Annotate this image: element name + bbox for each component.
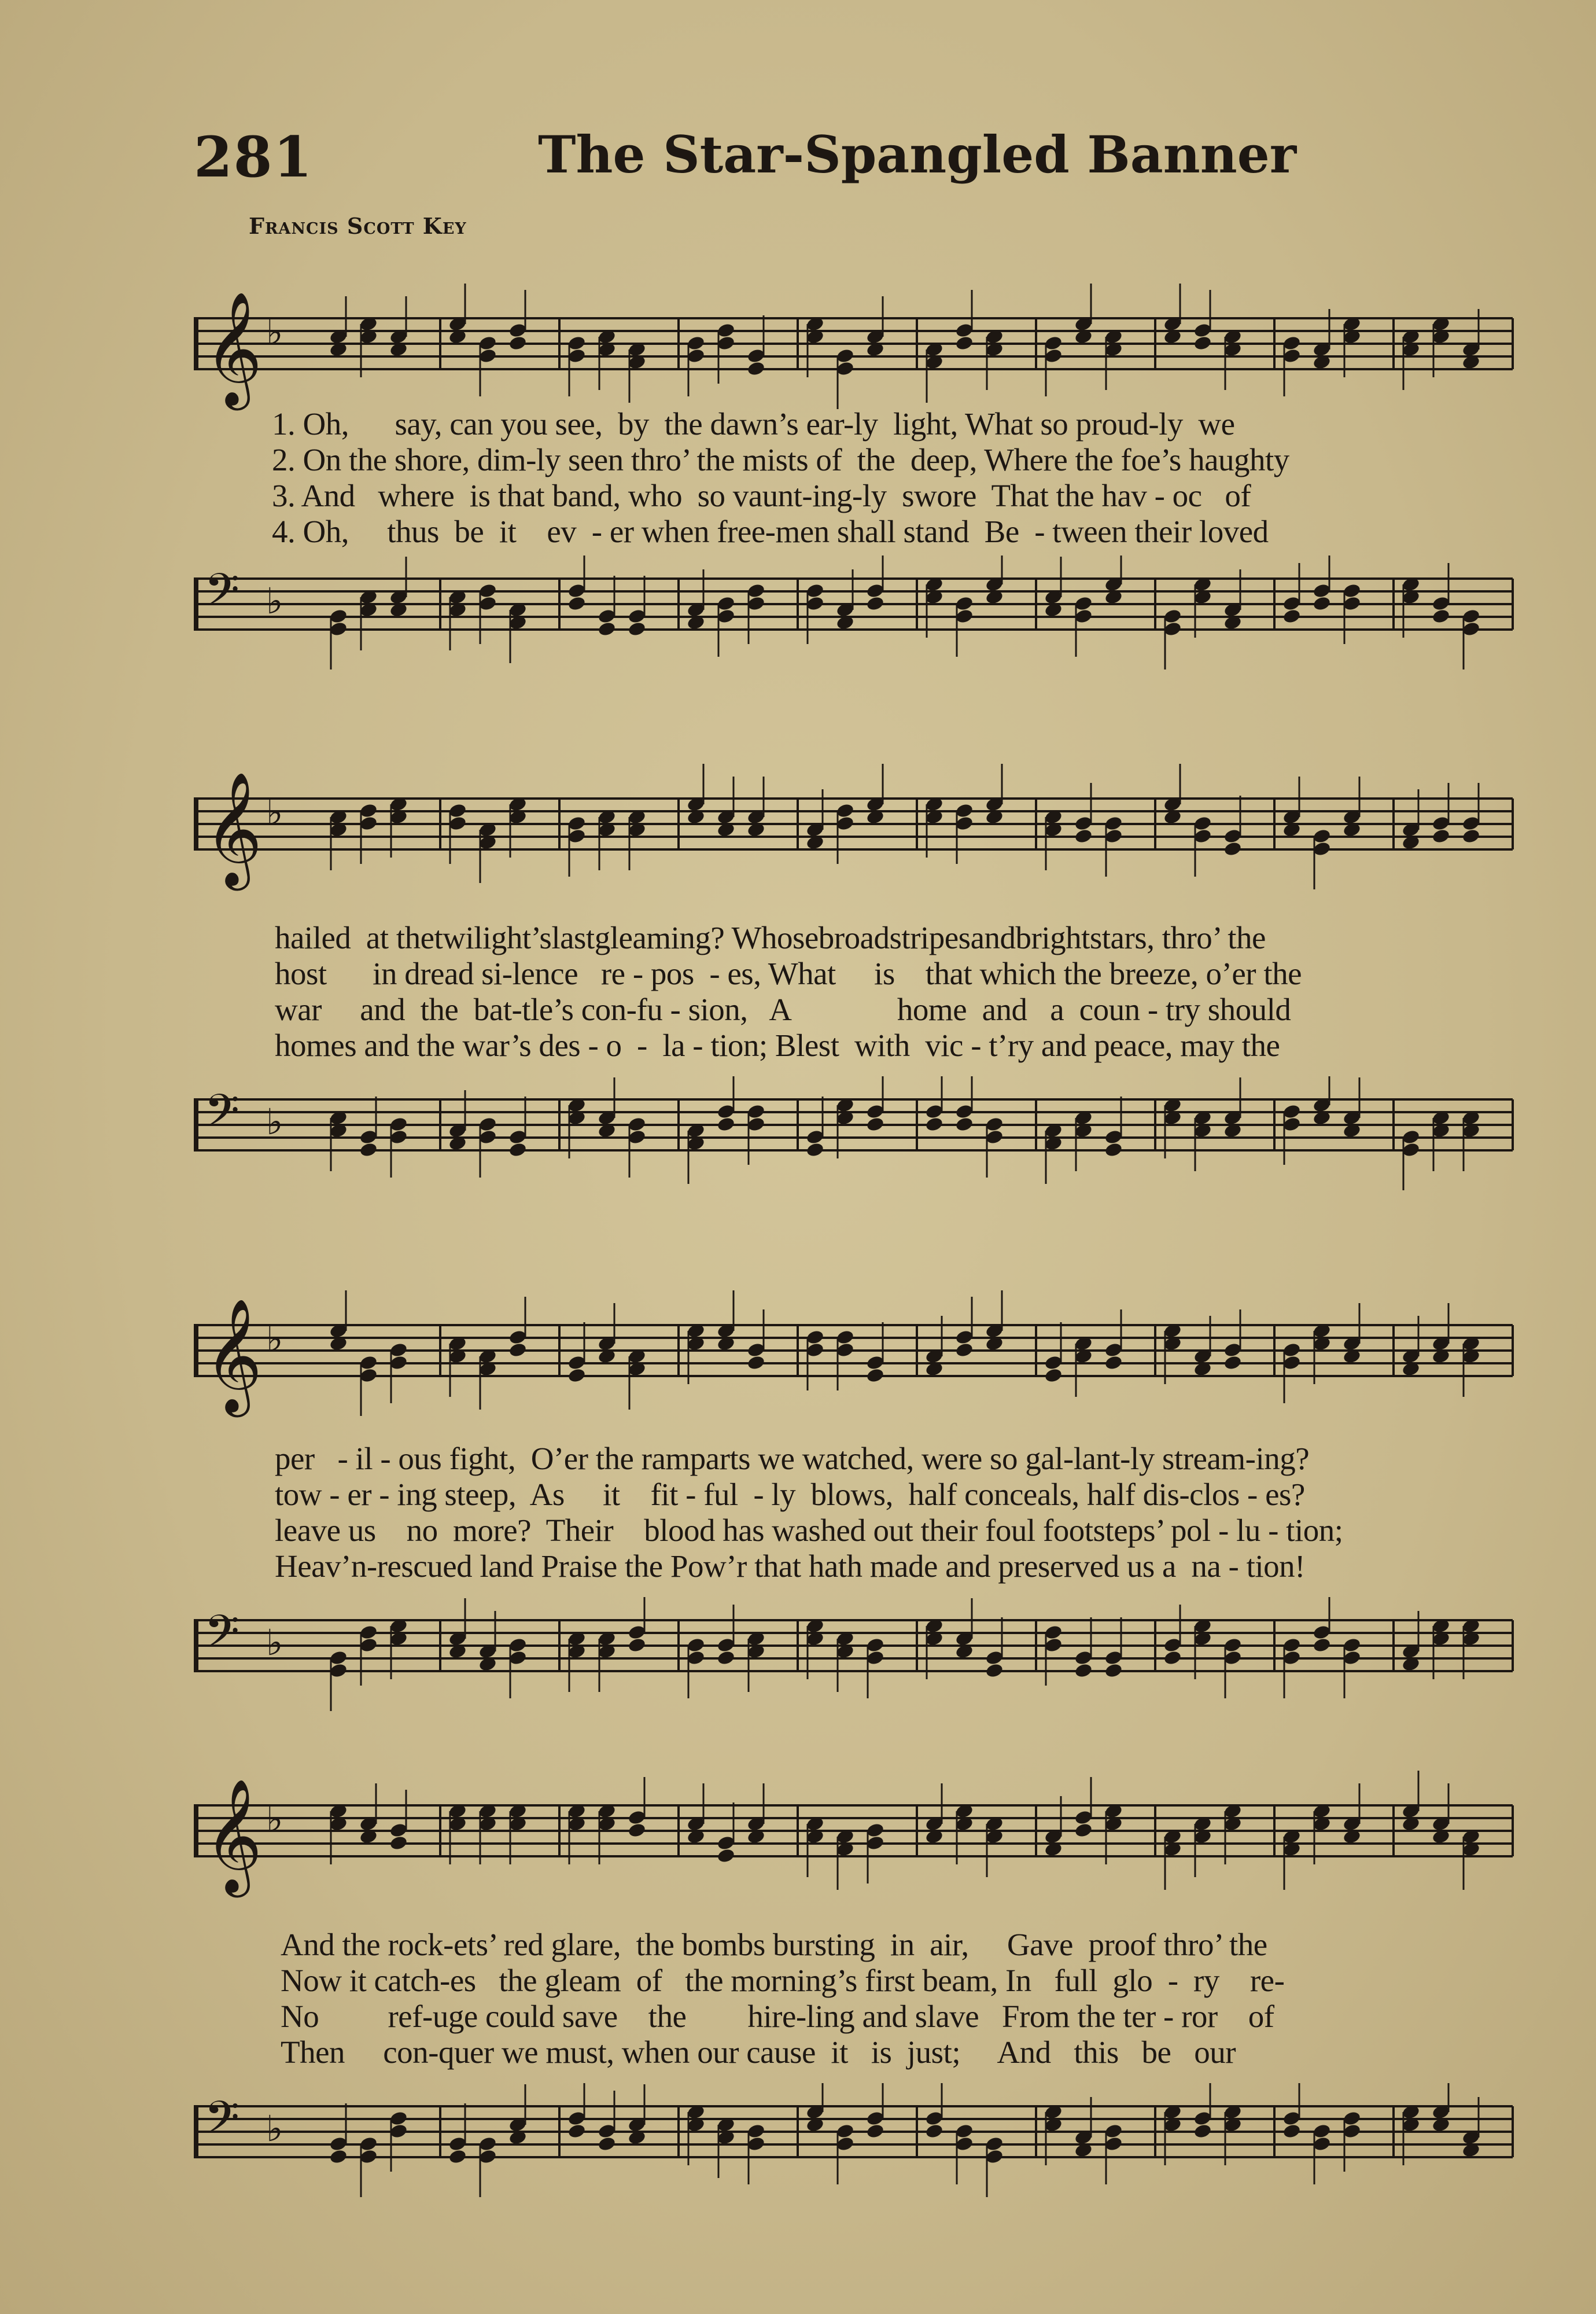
note-head [567, 1367, 586, 1384]
note-head [716, 1650, 735, 1666]
flat-key-signature-icon: ♭ [266, 1621, 283, 1664]
flat-key-signature-icon: ♭ [266, 311, 283, 353]
bass-clef-icon: 𝄢 [204, 2092, 240, 2155]
note-head [1312, 1637, 1331, 1653]
note-head [389, 1835, 408, 1851]
bass-clef-icon: 𝄢 [204, 1606, 240, 1669]
note-head [448, 2149, 467, 2165]
note-head [1312, 595, 1331, 612]
lyric-line: tow - er - ing steep, As it fit - ful - ly blows, half conceals, half dis-clos - es? [275, 1477, 1305, 1512]
lyric-line: leave us no more? Their blood has washed out their foul footsteps’ pol - lu - tion; [275, 1513, 1343, 1548]
note-head [1074, 1822, 1093, 1838]
lyric-line: Now it catch-es the gleam of the morning’s first beam, In full glo - ry re- [281, 1963, 1285, 1998]
note-head [627, 1637, 646, 1653]
note-head [1431, 608, 1450, 624]
lyric-line: No ref-uge could save the hire-ling and slave From the ter - ror of [281, 1999, 1274, 2034]
note-heads [329, 1076, 1480, 1190]
note-head [508, 1342, 527, 1358]
lyric-line: 2. On the shore, dim-ly seen thro’ the mists of the deep, Where the foe’s haughty [272, 442, 1289, 477]
note-heads [329, 555, 1480, 669]
author-credit: Francis Scott Key [249, 213, 467, 239]
treble-clef-icon: 𝄞 [204, 1298, 263, 1412]
note-head [865, 1367, 884, 1384]
lyric-line: homes and the war’s des - o - la - tion; Blest with vic - t’ry and peace, may the [275, 1028, 1280, 1063]
note-head [627, 621, 646, 637]
note-head [924, 2123, 943, 2139]
note-head [924, 1116, 943, 1132]
lyric-line: war and the bat-tle’s con-fu - sion, A home and a coun - try should [275, 992, 1291, 1027]
note-head [865, 1116, 884, 1132]
treble-staff [194, 758, 1524, 920]
music-system-4 [194, 1753, 1524, 2257]
note-head [1461, 828, 1480, 844]
hymn-title: The Star-Spangled Banner [538, 124, 1297, 185]
note-head [508, 1142, 527, 1158]
note-head [865, 595, 884, 612]
note-heads [329, 2083, 1480, 2197]
bass-clef-icon: 𝄢 [204, 564, 240, 628]
note-head [1193, 335, 1212, 351]
flat-key-signature-icon: ♭ [266, 580, 283, 622]
note-head [1104, 1142, 1123, 1158]
note-heads [329, 1597, 1480, 1711]
note-head [954, 1342, 974, 1358]
note-head [597, 2136, 616, 2152]
bass-staff [194, 1076, 1524, 1209]
note-head [1104, 1662, 1123, 1679]
lyric-line: 1. Oh, say, can you see, by the dawn’s ear-ly light, What so proud-ly we [272, 406, 1235, 442]
note-head [954, 335, 974, 351]
note-head [1282, 2123, 1301, 2139]
lyric-line: 3. And where is that band, who so vaunt-ing-ly swore That the hav - oc of [272, 478, 1251, 513]
flat-key-signature-icon: ♭ [266, 1798, 283, 1840]
lyric-line: host in dread si-lence re - pos - es, What is that which the breeze, o’er the [275, 956, 1302, 991]
lyric-line: Then con-quer we must, when our cause it is just; And this be our [281, 2035, 1236, 2070]
music-system-2 [194, 746, 1524, 1209]
note-head [1223, 1355, 1242, 1371]
bass-staff [194, 1597, 1524, 1730]
note-head [1074, 1662, 1093, 1679]
note-head [1044, 1367, 1063, 1384]
flat-key-signature-icon: ♭ [266, 1101, 283, 1143]
note-head [805, 1142, 824, 1158]
lyric-line: hailed at thetwilight’slastgleaming? Whosebroadstripesandbrightstars, thro’ the [275, 920, 1266, 955]
note-head [1431, 828, 1450, 844]
note-head [865, 2123, 884, 2139]
note-head [1223, 841, 1242, 857]
note-head [746, 1355, 765, 1371]
hymn-header [194, 124, 1524, 194]
treble-clef-icon: 𝄞 [204, 771, 263, 886]
note-heads [329, 1290, 1480, 1416]
music-system-1 [194, 255, 1524, 694]
treble-clef-icon: 𝄞 [204, 1778, 263, 1893]
bass-clef-icon: 𝄢 [204, 1085, 240, 1149]
note-head [329, 2149, 348, 2165]
note-heads [329, 764, 1480, 889]
lyric-line: 4. Oh, thus be it ev - er when free-men shall stand Be - tween their loved [272, 514, 1269, 549]
note-head [1074, 828, 1093, 844]
lyric-line: per - il - ous fight, O’er the ramparts we watched, were so gal-lant-ly stream-ing? [275, 1441, 1310, 1476]
note-head [746, 360, 765, 377]
note-head [1163, 1650, 1182, 1666]
treble-staff [194, 1285, 1524, 1429]
note-head [1193, 2123, 1212, 2139]
note-head [716, 1848, 735, 1864]
note-head [359, 1142, 378, 1158]
note-head [716, 1116, 735, 1132]
music-system-3 [194, 1273, 1524, 1736]
lyric-line: Heav’n-rescued land Praise the Pow’r that hath made and preserved us a na - tion! [275, 1548, 1305, 1584]
treble-staff [194, 1765, 1524, 1898]
treble-staff [194, 278, 1524, 411]
hymn-number: 281 [194, 124, 314, 190]
flat-key-signature-icon: ♭ [266, 791, 283, 833]
note-head [985, 1662, 1004, 1679]
note-head [567, 2123, 586, 2139]
flat-key-signature-icon: ♭ [266, 1318, 283, 1360]
note-head [567, 595, 586, 612]
note-head [627, 1822, 646, 1838]
note-head [508, 335, 527, 351]
note-head [1282, 608, 1301, 624]
note-head [954, 1116, 974, 1132]
lyric-line: And the rock-ets’ red glare, the bombs bursting in air, Gave proof thro’ the [281, 1927, 1267, 1962]
note-head [597, 621, 616, 637]
note-head [1104, 1355, 1123, 1371]
treble-clef-icon: 𝄞 [204, 291, 263, 406]
flat-key-signature-icon: ♭ [266, 2107, 283, 2150]
bass-staff [194, 555, 1524, 689]
bass-staff [194, 2083, 1524, 2216]
note-heads [329, 284, 1480, 409]
